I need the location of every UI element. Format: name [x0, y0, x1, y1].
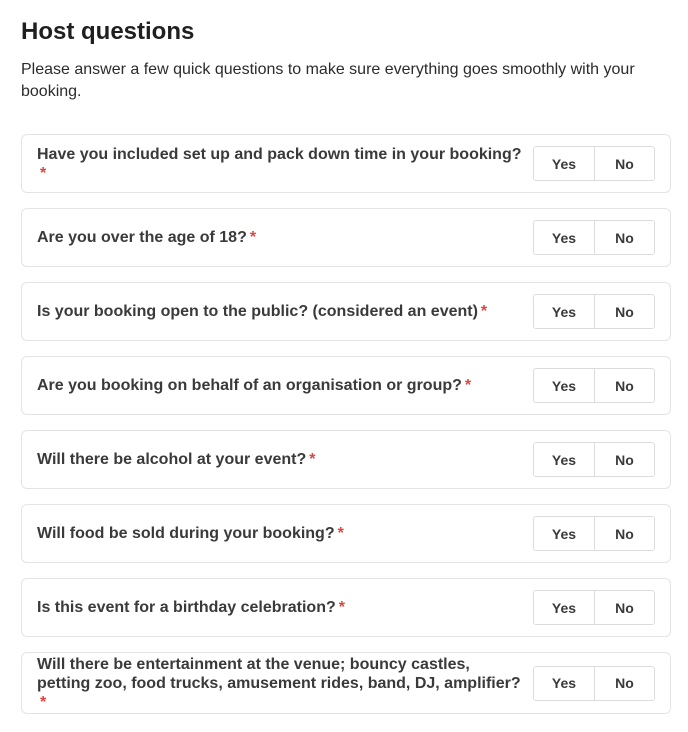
question-text: Is your booking open to the public? (considered an event) *	[37, 303, 488, 320]
intro-text: Please answer a few quick questions to make sure everything goes smoothly with your booking.	[21, 61, 635, 100]
question-card-food-sold	[21, 504, 671, 563]
no-button[interactable]: No	[594, 147, 654, 180]
question-text: Are you booking on behalf of an organisation or group? *	[37, 377, 472, 394]
yes-no-toggle	[533, 294, 655, 329]
no-button[interactable]: No	[594, 591, 654, 624]
no-button[interactable]: No	[594, 369, 654, 402]
yes-no-toggle	[533, 146, 655, 181]
yes-button[interactable]: Yes	[534, 517, 594, 550]
yes-button[interactable]: Yes	[534, 591, 594, 624]
yes-no-toggle	[533, 442, 655, 477]
yes-button[interactable]: Yes	[534, 443, 594, 476]
required-asterisk: *	[480, 303, 488, 320]
required-asterisk: *	[40, 693, 47, 711]
question-card-alcohol	[21, 430, 671, 489]
question-card-birthday	[21, 578, 671, 637]
yes-button[interactable]: Yes	[534, 295, 594, 328]
required-asterisk: *	[309, 451, 316, 468]
question-text: Will there be alcohol at your event? *	[37, 451, 316, 468]
required-asterisk: *	[464, 377, 472, 394]
yes-no-toggle	[533, 368, 655, 403]
question-card-setup-time	[21, 134, 671, 193]
questions-list	[21, 134, 670, 714]
question-text: Is this event for a birthday celebration? *	[37, 599, 345, 616]
no-button[interactable]: No	[594, 517, 654, 550]
question-card-over-18	[21, 208, 671, 267]
no-button[interactable]: No	[594, 443, 654, 476]
yes-button[interactable]: Yes	[534, 147, 594, 180]
page-title: Host questions	[21, 18, 195, 45]
yes-button[interactable]: Yes	[534, 369, 594, 402]
required-asterisk: *	[249, 229, 257, 246]
question-card-open-to-public	[21, 282, 671, 341]
question-text: Will there be entertainment at the venue; bouncy castles, petting zoo, food trucks, amusement rides, band, DJ, amplifier?*	[37, 655, 521, 711]
required-asterisk: *	[40, 164, 47, 182]
question-card-entertainment	[21, 652, 671, 714]
required-asterisk: *	[338, 599, 345, 616]
yes-no-toggle	[533, 220, 655, 255]
question-text: Have you included set up and pack down time in your booking?*	[37, 145, 522, 182]
required-asterisk: *	[337, 525, 344, 542]
yes-no-toggle	[533, 666, 655, 701]
yes-no-toggle	[533, 516, 655, 551]
question-card-organisation	[21, 356, 671, 415]
yes-button[interactable]: Yes	[534, 221, 594, 254]
yes-button[interactable]: Yes	[534, 667, 594, 700]
question-text: Are you over the age of 18? *	[37, 229, 257, 246]
no-button[interactable]: No	[594, 667, 654, 700]
yes-no-toggle	[533, 590, 655, 625]
no-button[interactable]: No	[594, 221, 654, 254]
question-text: Will food be sold during your booking? *	[37, 525, 344, 542]
no-button[interactable]: No	[594, 295, 654, 328]
